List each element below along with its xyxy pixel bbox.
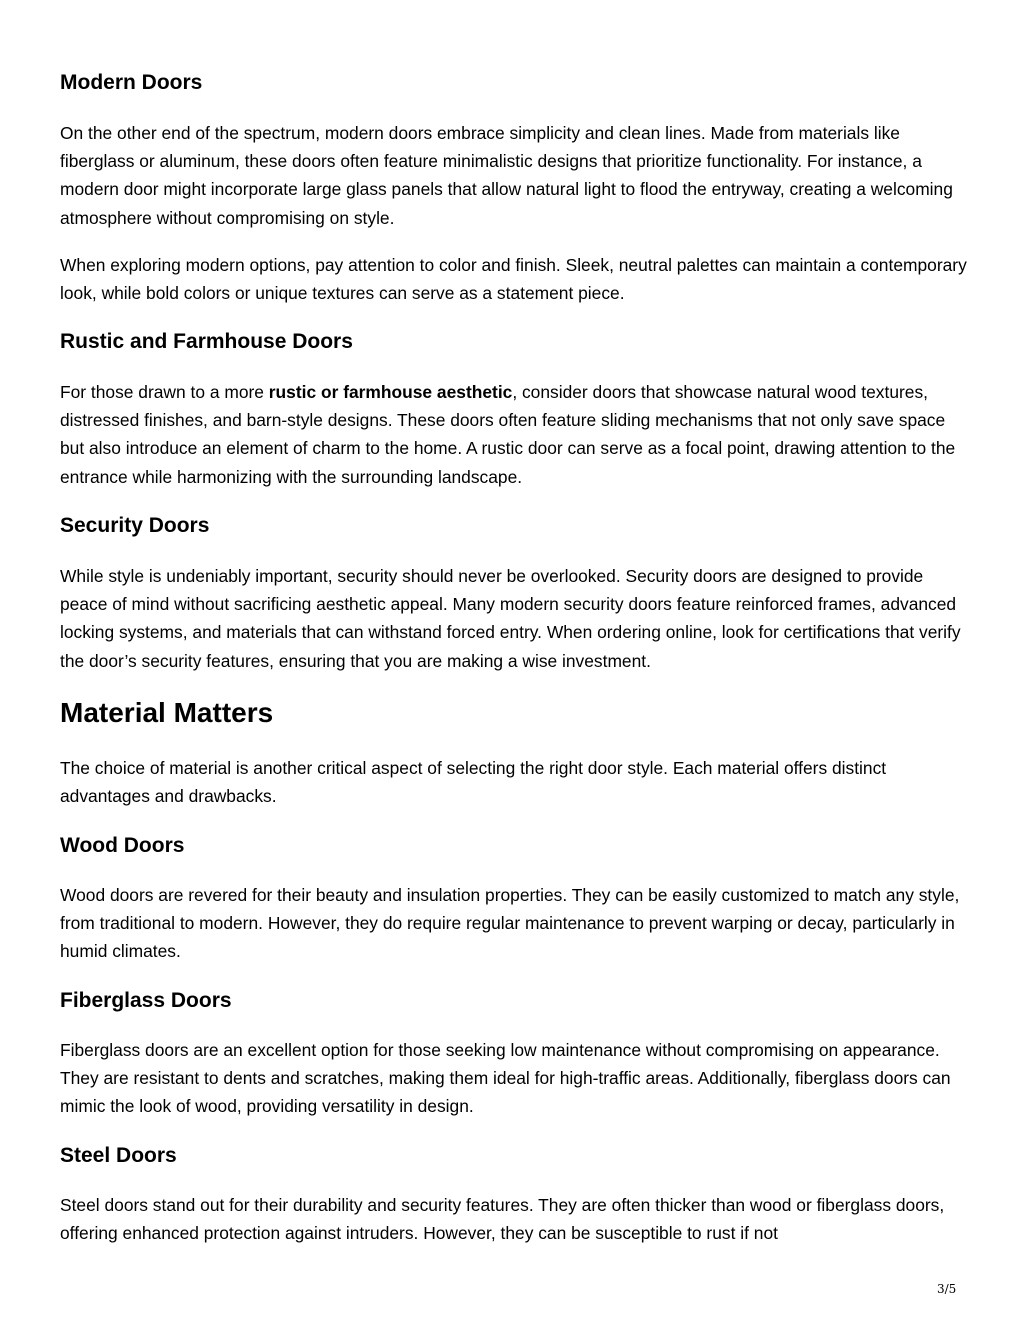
heading-wood-doors: Wood Doors	[60, 834, 185, 857]
paragraph-modern-doors-1: On the other end of the spectrum, modern doors embrace simplicity and clean lines. Made from materials like fiberglass or aluminum, these doors often feature minimalistic designs that prioritize functionality. For instance, a modern door might incorporate large glass panels that allow natural light to flood the entryway, creating a welcoming atmosphere without compromising on style.	[60, 123, 953, 228]
paragraph-fiberglass-doors: Fiberglass doors are an excellent option for those seeking low maintenance without compromising on appearance. They are resistant to dents and scratches, making them ideal for high-traffic areas. Additionally, fiberglass doors can mimic the look of wood, providing versatility in design.	[60, 1040, 951, 1117]
page-number: 3/5	[937, 1282, 957, 1296]
rustic-text-bold: rustic or farmhouse aesthetic	[268, 382, 513, 402]
heading-security-doors: Security Doors	[60, 514, 210, 537]
paragraph-rustic-doors	[60, 378, 970, 491]
heading-steel-doors: Steel Doors	[60, 1144, 177, 1167]
heading-fiberglass-doors: Fiberglass Doors	[60, 989, 232, 1012]
heading-rustic-doors: Rustic and Farmhouse Doors	[60, 330, 353, 353]
paragraph-modern-doors-2: When exploring modern options, pay attention to color and finish. Sleek, neutral palettes can maintain a contemporary look, while bold colors or unique textures can serve as a statement piece.	[60, 255, 967, 304]
heading-material-matters: Material Matters	[60, 697, 274, 728]
rustic-text-before: For those drawn to a more	[60, 382, 269, 402]
paragraph-material-matters: The choice of material is another critical aspect of selecting the right door style. Each material offers distinct advantages and drawbacks.	[60, 758, 887, 807]
paragraph-steel-doors: Steel doors stand out for their durability and security features. They are often thicker than wood or fiberglass doors, offering enhanced protection against intruders. However, they can be susceptible to rust if not	[60, 1195, 945, 1244]
heading-modern-doors: Modern Doors	[60, 71, 203, 94]
paragraph-wood-doors: Wood doors are revered for their beauty and insulation properties. They can be easily customized to match any style, from traditional to modern. However, they do require regular maintenance to prevent warping or decay, particularly in humid climates.	[60, 885, 960, 962]
rustic-text-after: , consider doors that showcase natural wood textures, distressed finishes, and barn-style designs. These doors often feature sliding mechanisms that not only save space but also introduce an element of charm to the home. A rustic door can serve as a focal point, drawing attention to the entrance while harmonizing with the surrounding landscape.	[60, 382, 956, 487]
paragraph-security-doors: While style is undeniably important, security should never be overlooked. Security doors are designed to provide peace of mind without sacrificing aesthetic appeal. Many modern security doors feature reinforced frames, advanced locking systems, and materials that can withstand forced entry. When ordering online, look for certifications that verify the door’s security features, ensuring that you are making a wise investment.	[60, 566, 961, 671]
